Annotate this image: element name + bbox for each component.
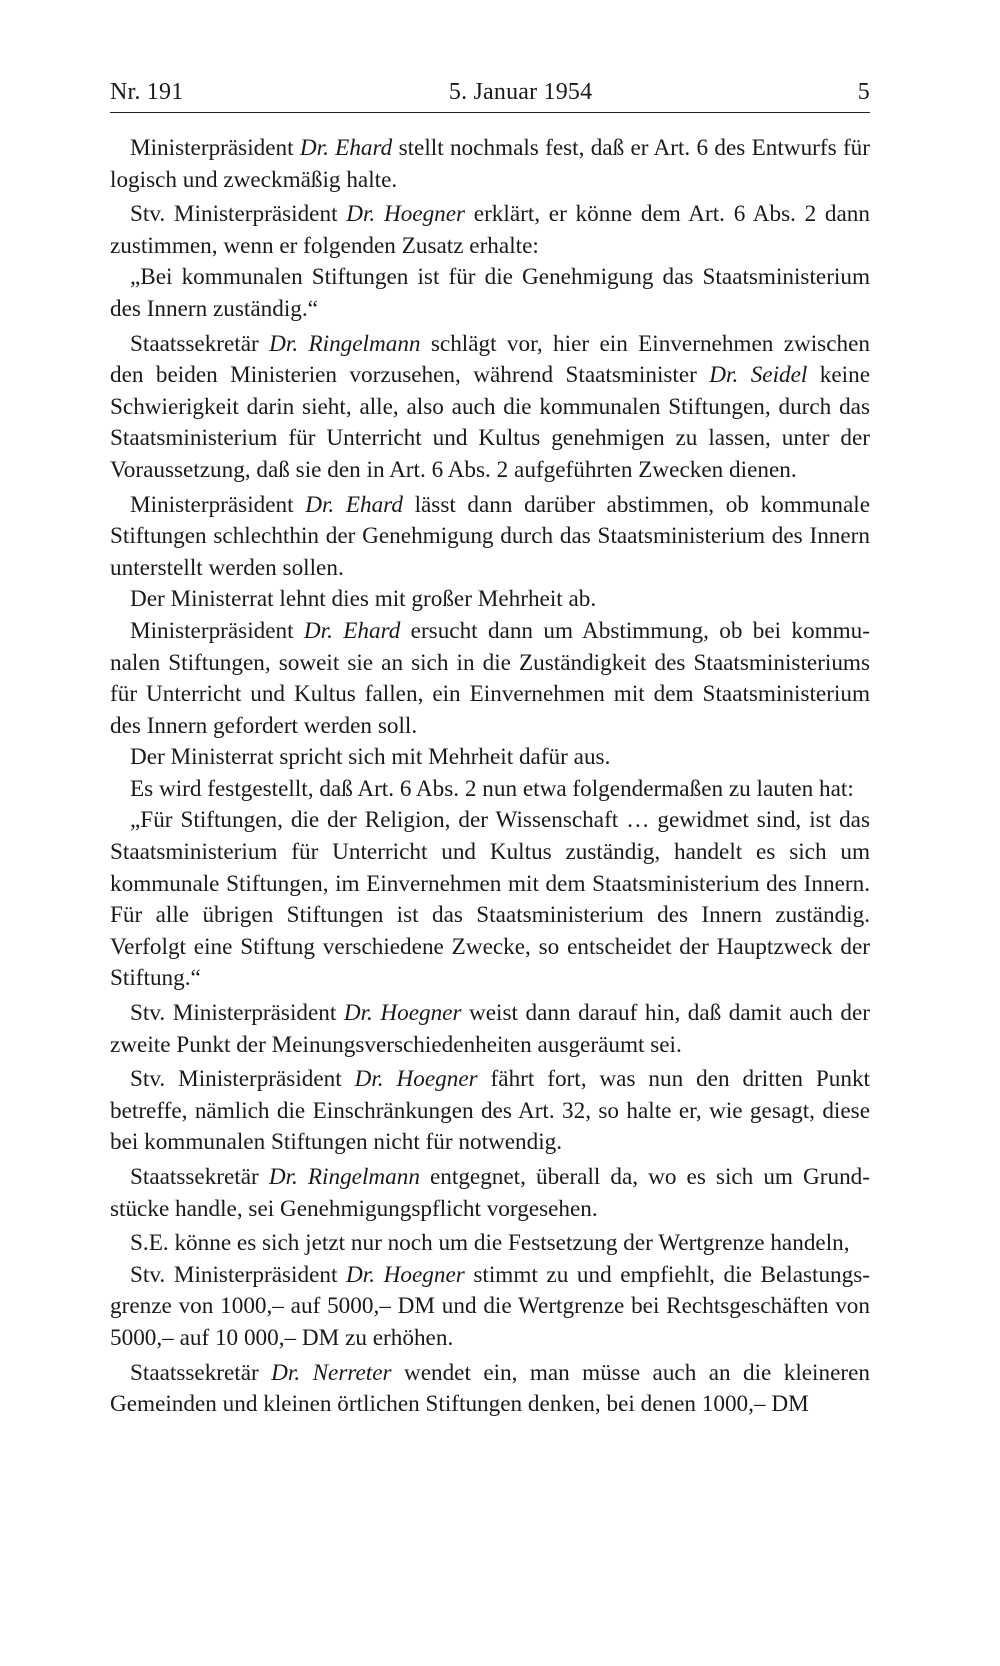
paragraph-7: Ministerpräsident Dr. Ehard ersucht dann um Abstimmung, ob bei kommunalen Stiftungen, soweit sie an sich in die Zuständigkeit des Staatsministeriums für Unterricht und Kultus fallen, ein Einvernehmen mit dem Staatsministerium des Innern gefordert werden soll. bbox=[110, 617, 870, 739]
paragraph-2: Stv. Ministerpräsident Dr. Hoegner erklärt, er könne dem Art. 6 Abs. 2 dann zustimmen, wenn er folgenden Zusatz erhalte: bbox=[110, 201, 870, 259]
speaker-name: Dr. Ringelmann bbox=[268, 1164, 420, 1190]
speaker-name: Dr. Hoegner bbox=[354, 1066, 478, 1093]
quoted-article-text: „Für Stiftungen, die der Religion, der Wissenschaft … gewidmet sind, ist das Staatsministerium für Unterricht und Kultus zuständig, handelt es sich um kommunale Stiftungen, im Einvernehmen mit dem Staatsministerium des Innern. Für alle übrigen Stiftungen ist das Staatsministerium des Innern zuständig. Verfolgt eine Stiftung verschiedene Zwecke, so entscheidet der Hauptzweck der Stiftung.“ bbox=[110, 807, 870, 992]
speaker-name: Dr. Nerreter bbox=[271, 1359, 392, 1386]
speaker-name: Dr. Ehard bbox=[303, 617, 401, 644]
speaker-name: Dr. Seidel bbox=[709, 362, 808, 389]
issue-number: Nr. 191 bbox=[110, 79, 184, 105]
quoted-amendment: „Bei kommunalen Stiftungen ist für die Genehmigung das Staatsministerium des Innern zuständig.“ bbox=[110, 264, 870, 322]
page-number: 5 bbox=[857, 79, 870, 105]
running-head bbox=[110, 78, 870, 113]
document-page bbox=[110, 78, 870, 1421]
paragraph-8: Der Ministerrat spricht sich mit Mehrheit dafür aus. bbox=[130, 744, 611, 771]
paragraph-5: Ministerpräsident Dr. Ehard lässt dann darüber abstimmen, ob kommunale Stiftungen schlechthin der Genehmigung durch das Staatsministerium des Innern unterstellt werden sollen. bbox=[110, 491, 870, 581]
paragraph-1: Ministerpräsident Dr. Ehard stellt nochmals fest, daß er Art. 6 des Entwurfs für logisch und zweckmäßig halte. bbox=[110, 135, 870, 193]
speaker-name: Dr. Ehard bbox=[299, 135, 393, 161]
paragraph-6: Der Ministerrat lehnt dies mit großer Mehrheit ab. bbox=[130, 586, 597, 613]
paragraph-13: Staatssekretär Dr. Ringelmann entgegnet, überall da, wo es sich um Grundstücke handle, sei Genehmigungspflicht vorgesehen. bbox=[110, 1164, 870, 1222]
body-text bbox=[110, 133, 870, 1421]
paragraph-12: Stv. Ministerpräsident Dr. Hoegner fährt fort, was nun den dritten Punkt betreffe, nämlich die Einschränkungen des Art. 32, so halte er, wie gesagt, diese bei kommunalen Stiftungen nicht für notwendig. bbox=[110, 1066, 871, 1156]
paragraph-15: Stv. Ministerpräsident Dr. Hoegner stimmt zu und empfiehlt, die Belastungsgrenze von 1000,– auf 5000,– DM und die Wertgrenze bei Rechtsgeschäften von 5000,– auf 10 000,– DM zu erhöhen. bbox=[110, 1261, 870, 1351]
header-date: 5. Januar 1954 bbox=[448, 79, 593, 105]
paragraph-11: Stv. Ministerpräsident Dr. Hoegner weist dann darauf hin, daß damit auch der zweite Punkt der Meinungsverschiedenheiten ausgeräumt sei. bbox=[110, 1000, 870, 1058]
speaker-name: Dr. Hoegner bbox=[346, 201, 466, 228]
speaker-name: Dr. Hoegner bbox=[346, 1261, 465, 1288]
speaker-name: Dr. Hoegner bbox=[343, 1000, 462, 1027]
speaker-name: Dr. Ehard bbox=[305, 491, 403, 518]
paragraph-16: Staatssekretär Dr. Nerreter wendet ein, man müsse auch an die kleineren Gemeinden und kleinen örtlichen Stiftungen denken, bei denen 1000,– DM bbox=[110, 1359, 870, 1418]
paragraph-14: S.E. könne es sich jetzt nur noch um die Festsetzung der Wertgrenze handeln, bbox=[130, 1230, 850, 1257]
paragraph-4: Staatssekretär Dr. Ringelmann schlägt vor, hier ein Einvernehmen zwischen den beiden Ministerien vorzusehen, während Staatsminister Dr. Seidel keine Schwierigkeit darin sieht, alle, also auch die kommunalen Stiftungen, durch das Staatsministerium für Unterricht und Kultus genehmigen zu lassen, unter der Voraussetzung, daß sie den in Art. 6 Abs. 2 aufgeführten Zwecken dienen. bbox=[110, 330, 871, 483]
speaker-name: Dr. Ringelmann bbox=[269, 330, 421, 357]
paragraph-9: Es wird festgestellt, daß Art. 6 Abs. 2 nun etwa folgendermaßen zu lauten hat: bbox=[130, 775, 854, 802]
